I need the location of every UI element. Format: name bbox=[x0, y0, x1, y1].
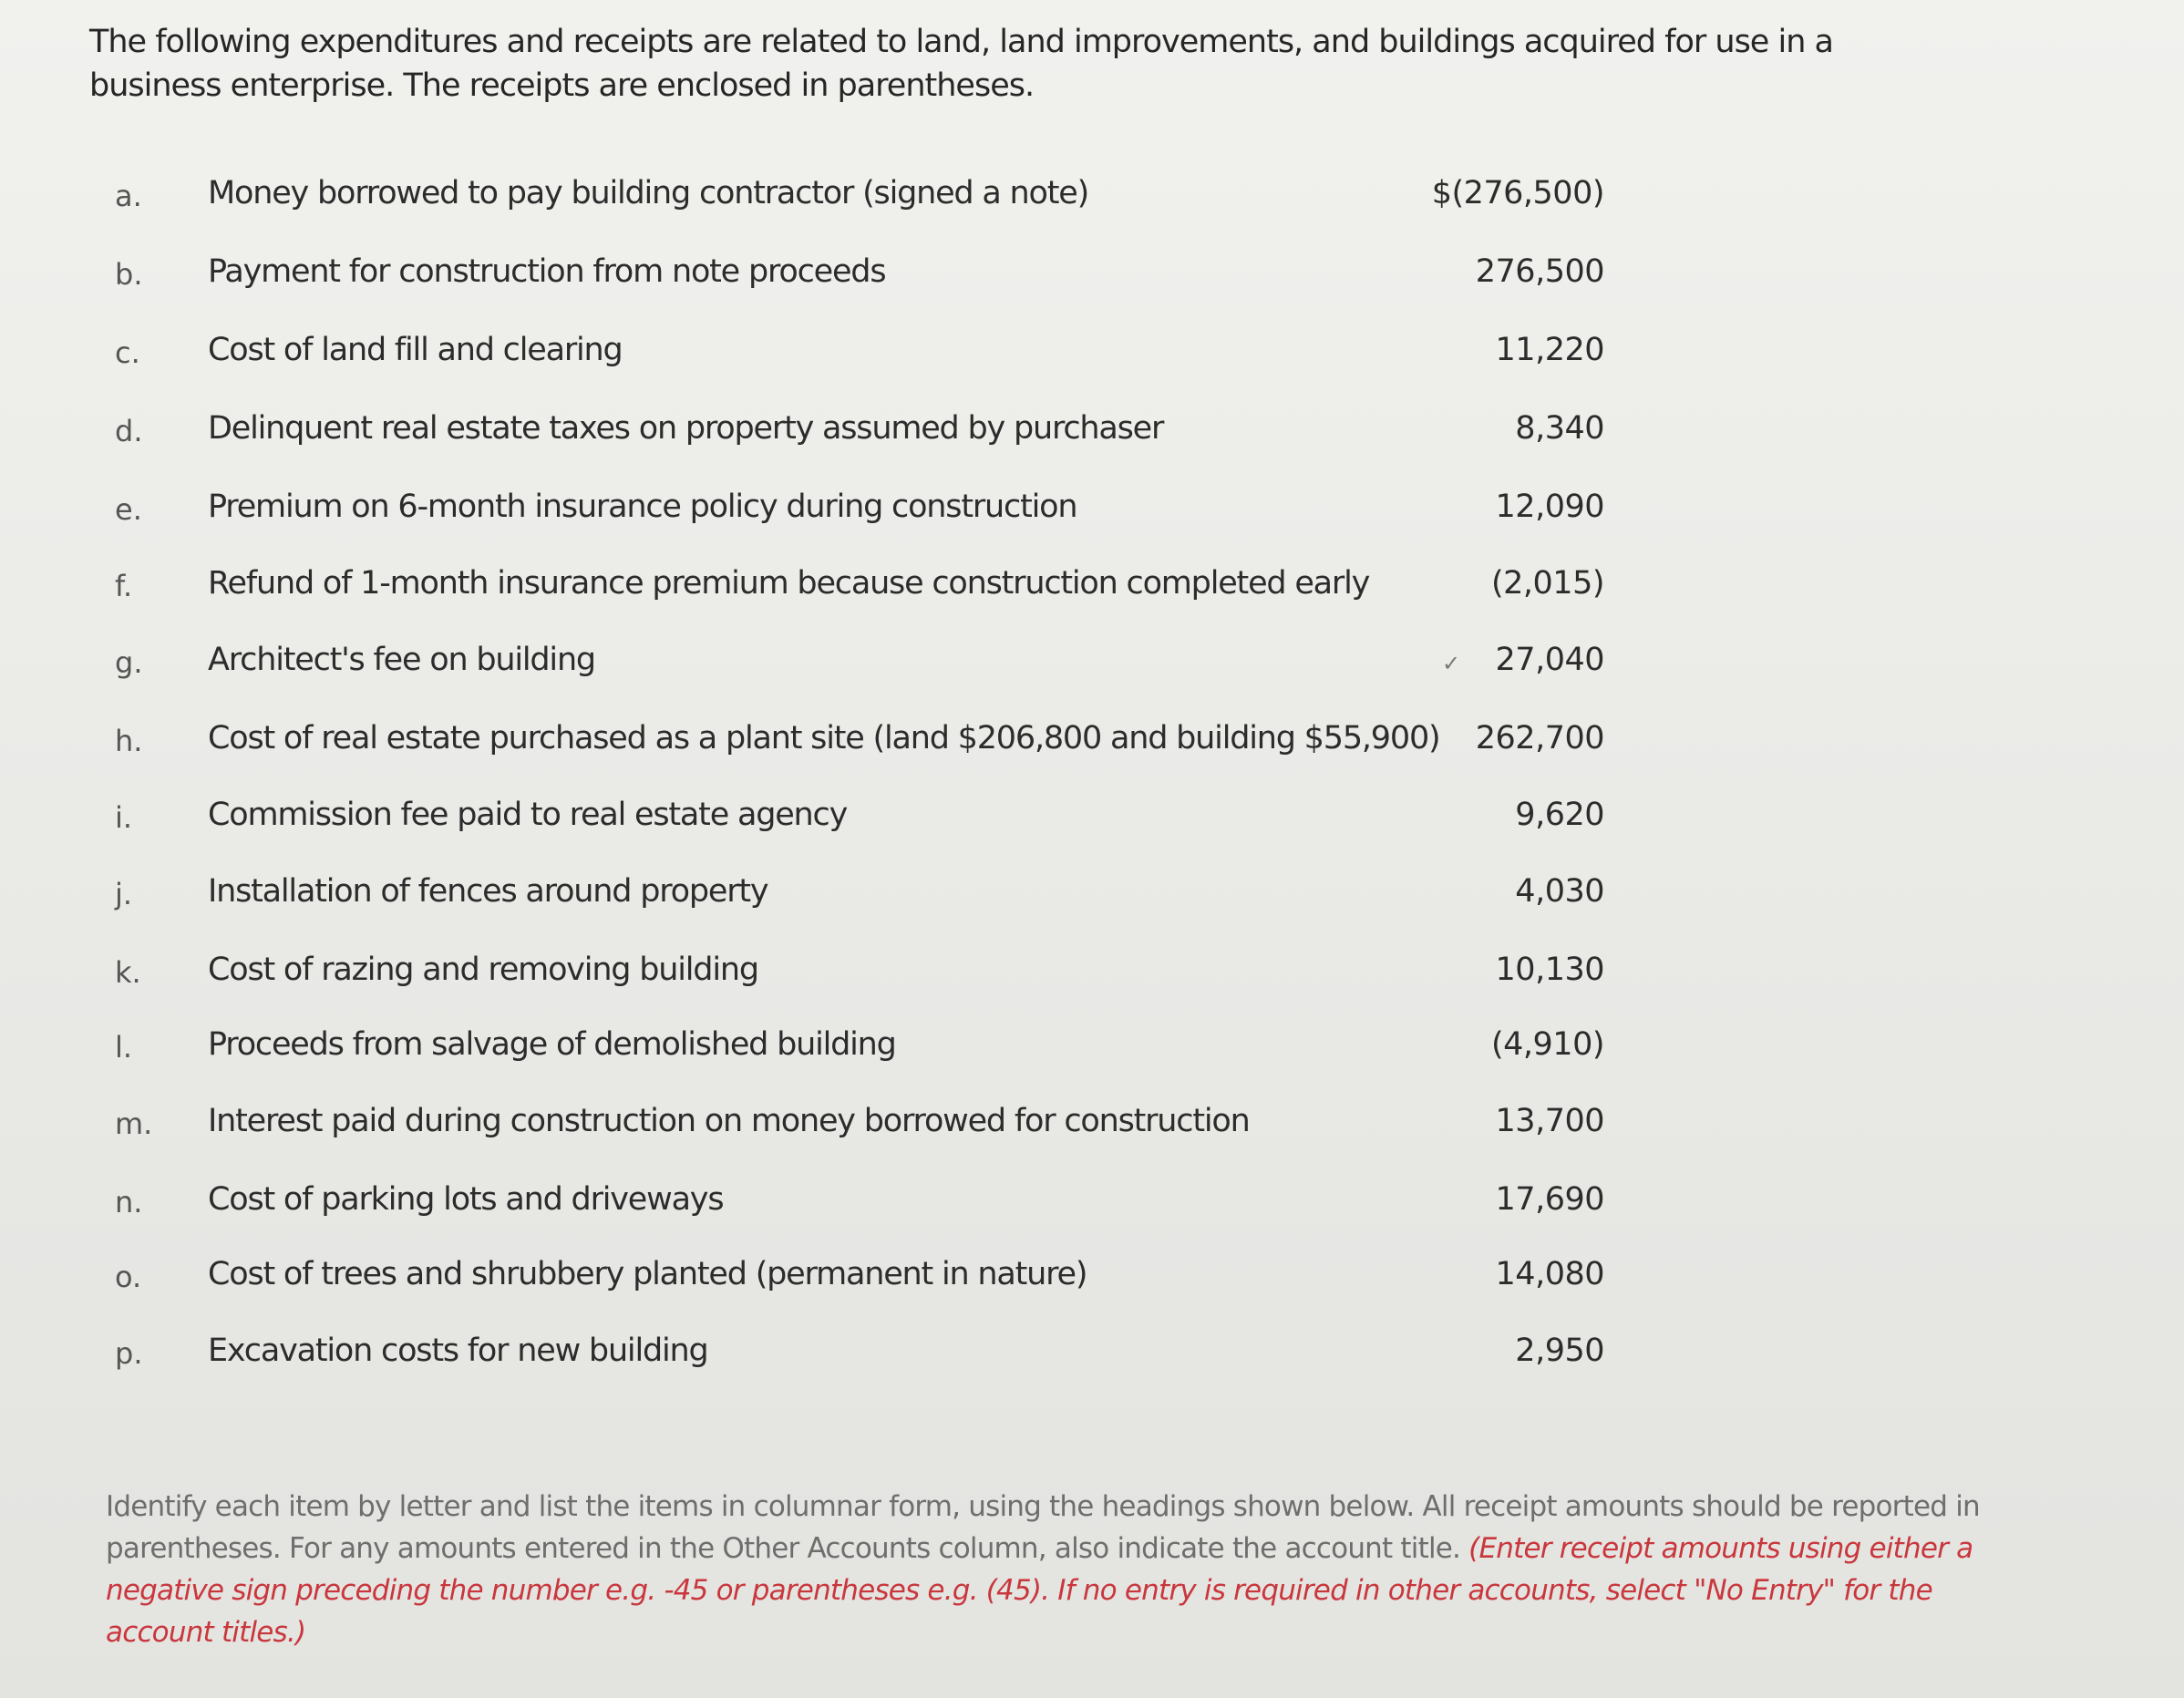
item-row-j bbox=[0, 868, 1604, 922]
item-letter: d. bbox=[115, 414, 143, 448]
item-description: Commission fee paid to real estate agency bbox=[208, 797, 848, 833]
item-amount: 10,130 bbox=[1495, 952, 1604, 988]
item-letter: h. bbox=[115, 724, 143, 758]
item-letter: b. bbox=[115, 257, 143, 292]
item-letter: a. bbox=[115, 179, 142, 213]
instructions-note: (Enter receipt amounts using either a negative sign preceding the number e.g. -45 or parentheses e.g. (45). If no entry is required in other accounts, select "No Entry" for the account titles.) bbox=[106, 1532, 1973, 1649]
item-letter: e. bbox=[115, 492, 142, 527]
instructions bbox=[106, 1486, 1983, 1653]
item-description: Payment for construction from note proceeds bbox=[208, 253, 886, 290]
item-amount: 14,080 bbox=[1495, 1256, 1604, 1292]
item-letter: m. bbox=[115, 1106, 153, 1141]
item-amount: 262,700 bbox=[1475, 720, 1604, 756]
item-row-k bbox=[0, 946, 1604, 1001]
item-row-i bbox=[0, 791, 1604, 846]
item-amount: 12,090 bbox=[1495, 489, 1604, 525]
item-description: Premium on 6-month insurance policy during construction bbox=[208, 489, 1077, 525]
item-description: Excavation costs for new building bbox=[208, 1333, 708, 1369]
item-amount: $(276,500) bbox=[1431, 175, 1604, 211]
item-row-p bbox=[0, 1327, 1604, 1382]
item-amount: 276,500 bbox=[1475, 253, 1604, 290]
item-description: Delinquent real estate taxes on property assumed by purchaser bbox=[208, 410, 1164, 447]
item-letter: i. bbox=[115, 800, 133, 835]
item-amount: 4,030 bbox=[1515, 873, 1604, 910]
item-description: Cost of land fill and clearing bbox=[208, 332, 623, 368]
item-description: Cost of real estate purchased as a plant site (land $206,800 and building $55,900) bbox=[208, 720, 1440, 756]
item-letter: k. bbox=[115, 955, 141, 990]
item-amount: 13,700 bbox=[1495, 1103, 1604, 1139]
item-row-l bbox=[0, 1021, 1604, 1075]
item-amount: 8,340 bbox=[1515, 410, 1604, 447]
item-row-b bbox=[0, 248, 1604, 303]
item-letter: j. bbox=[115, 877, 133, 911]
item-description: Interest paid during construction on money borrowed for construction bbox=[208, 1103, 1250, 1139]
item-letter: g. bbox=[115, 645, 143, 680]
item-letter: n. bbox=[115, 1185, 143, 1219]
item-row-n bbox=[0, 1176, 1604, 1230]
item-description: Refund of 1-month insurance premium because construction completed early bbox=[208, 565, 1370, 602]
item-description: Cost of parking lots and driveways bbox=[208, 1181, 724, 1218]
item-letter: l. bbox=[115, 1030, 133, 1065]
item-description: Proceeds from salvage of demolished building bbox=[208, 1026, 896, 1063]
item-row-m bbox=[0, 1097, 1604, 1152]
item-letter: o. bbox=[115, 1260, 142, 1294]
item-letter: p. bbox=[115, 1336, 143, 1371]
instructions-main: Identify each item by letter and list the items in columnar form, using the headings shown below. All receipt amounts should be reported in parentheses. For any amounts entered in the Other Accounts column, also indicate the account title. bbox=[106, 1490, 1980, 1565]
item-letter: c. bbox=[115, 335, 140, 370]
item-description: Installation of fences around property bbox=[208, 873, 768, 910]
item-amount: 9,620 bbox=[1515, 797, 1604, 833]
item-row-a bbox=[0, 170, 1604, 224]
item-row-f bbox=[0, 560, 1604, 614]
item-row-g bbox=[0, 636, 1604, 691]
item-row-c bbox=[0, 326, 1604, 381]
item-description: Money borrowed to pay building contractor (signed a note) bbox=[208, 175, 1089, 211]
item-amount: (4,910) bbox=[1490, 1026, 1604, 1063]
check-mark-icon: ✓ bbox=[1442, 651, 1461, 676]
item-row-o bbox=[0, 1250, 1604, 1305]
item-letter: f. bbox=[115, 569, 133, 603]
item-row-h bbox=[0, 715, 1604, 769]
item-amount: 11,220 bbox=[1495, 332, 1604, 368]
item-description: Architect's fee on building bbox=[208, 642, 595, 678]
item-amount: (2,015) bbox=[1490, 565, 1604, 602]
item-amount: 17,690 bbox=[1495, 1181, 1604, 1218]
item-row-e bbox=[0, 483, 1604, 538]
item-amount: 2,950 bbox=[1515, 1333, 1604, 1369]
item-description: Cost of razing and removing building bbox=[208, 952, 758, 988]
item-row-d bbox=[0, 405, 1604, 459]
item-amount: 27,040 bbox=[1495, 642, 1604, 678]
intro-text: The following expenditures and receipts are related to land, land improvements, and buildings acquired for use in a business enterprise. The receipts are enclosed in parentheses. bbox=[89, 24, 1833, 104]
item-description: Cost of trees and shrubbery planted (permanent in nature) bbox=[208, 1256, 1087, 1292]
